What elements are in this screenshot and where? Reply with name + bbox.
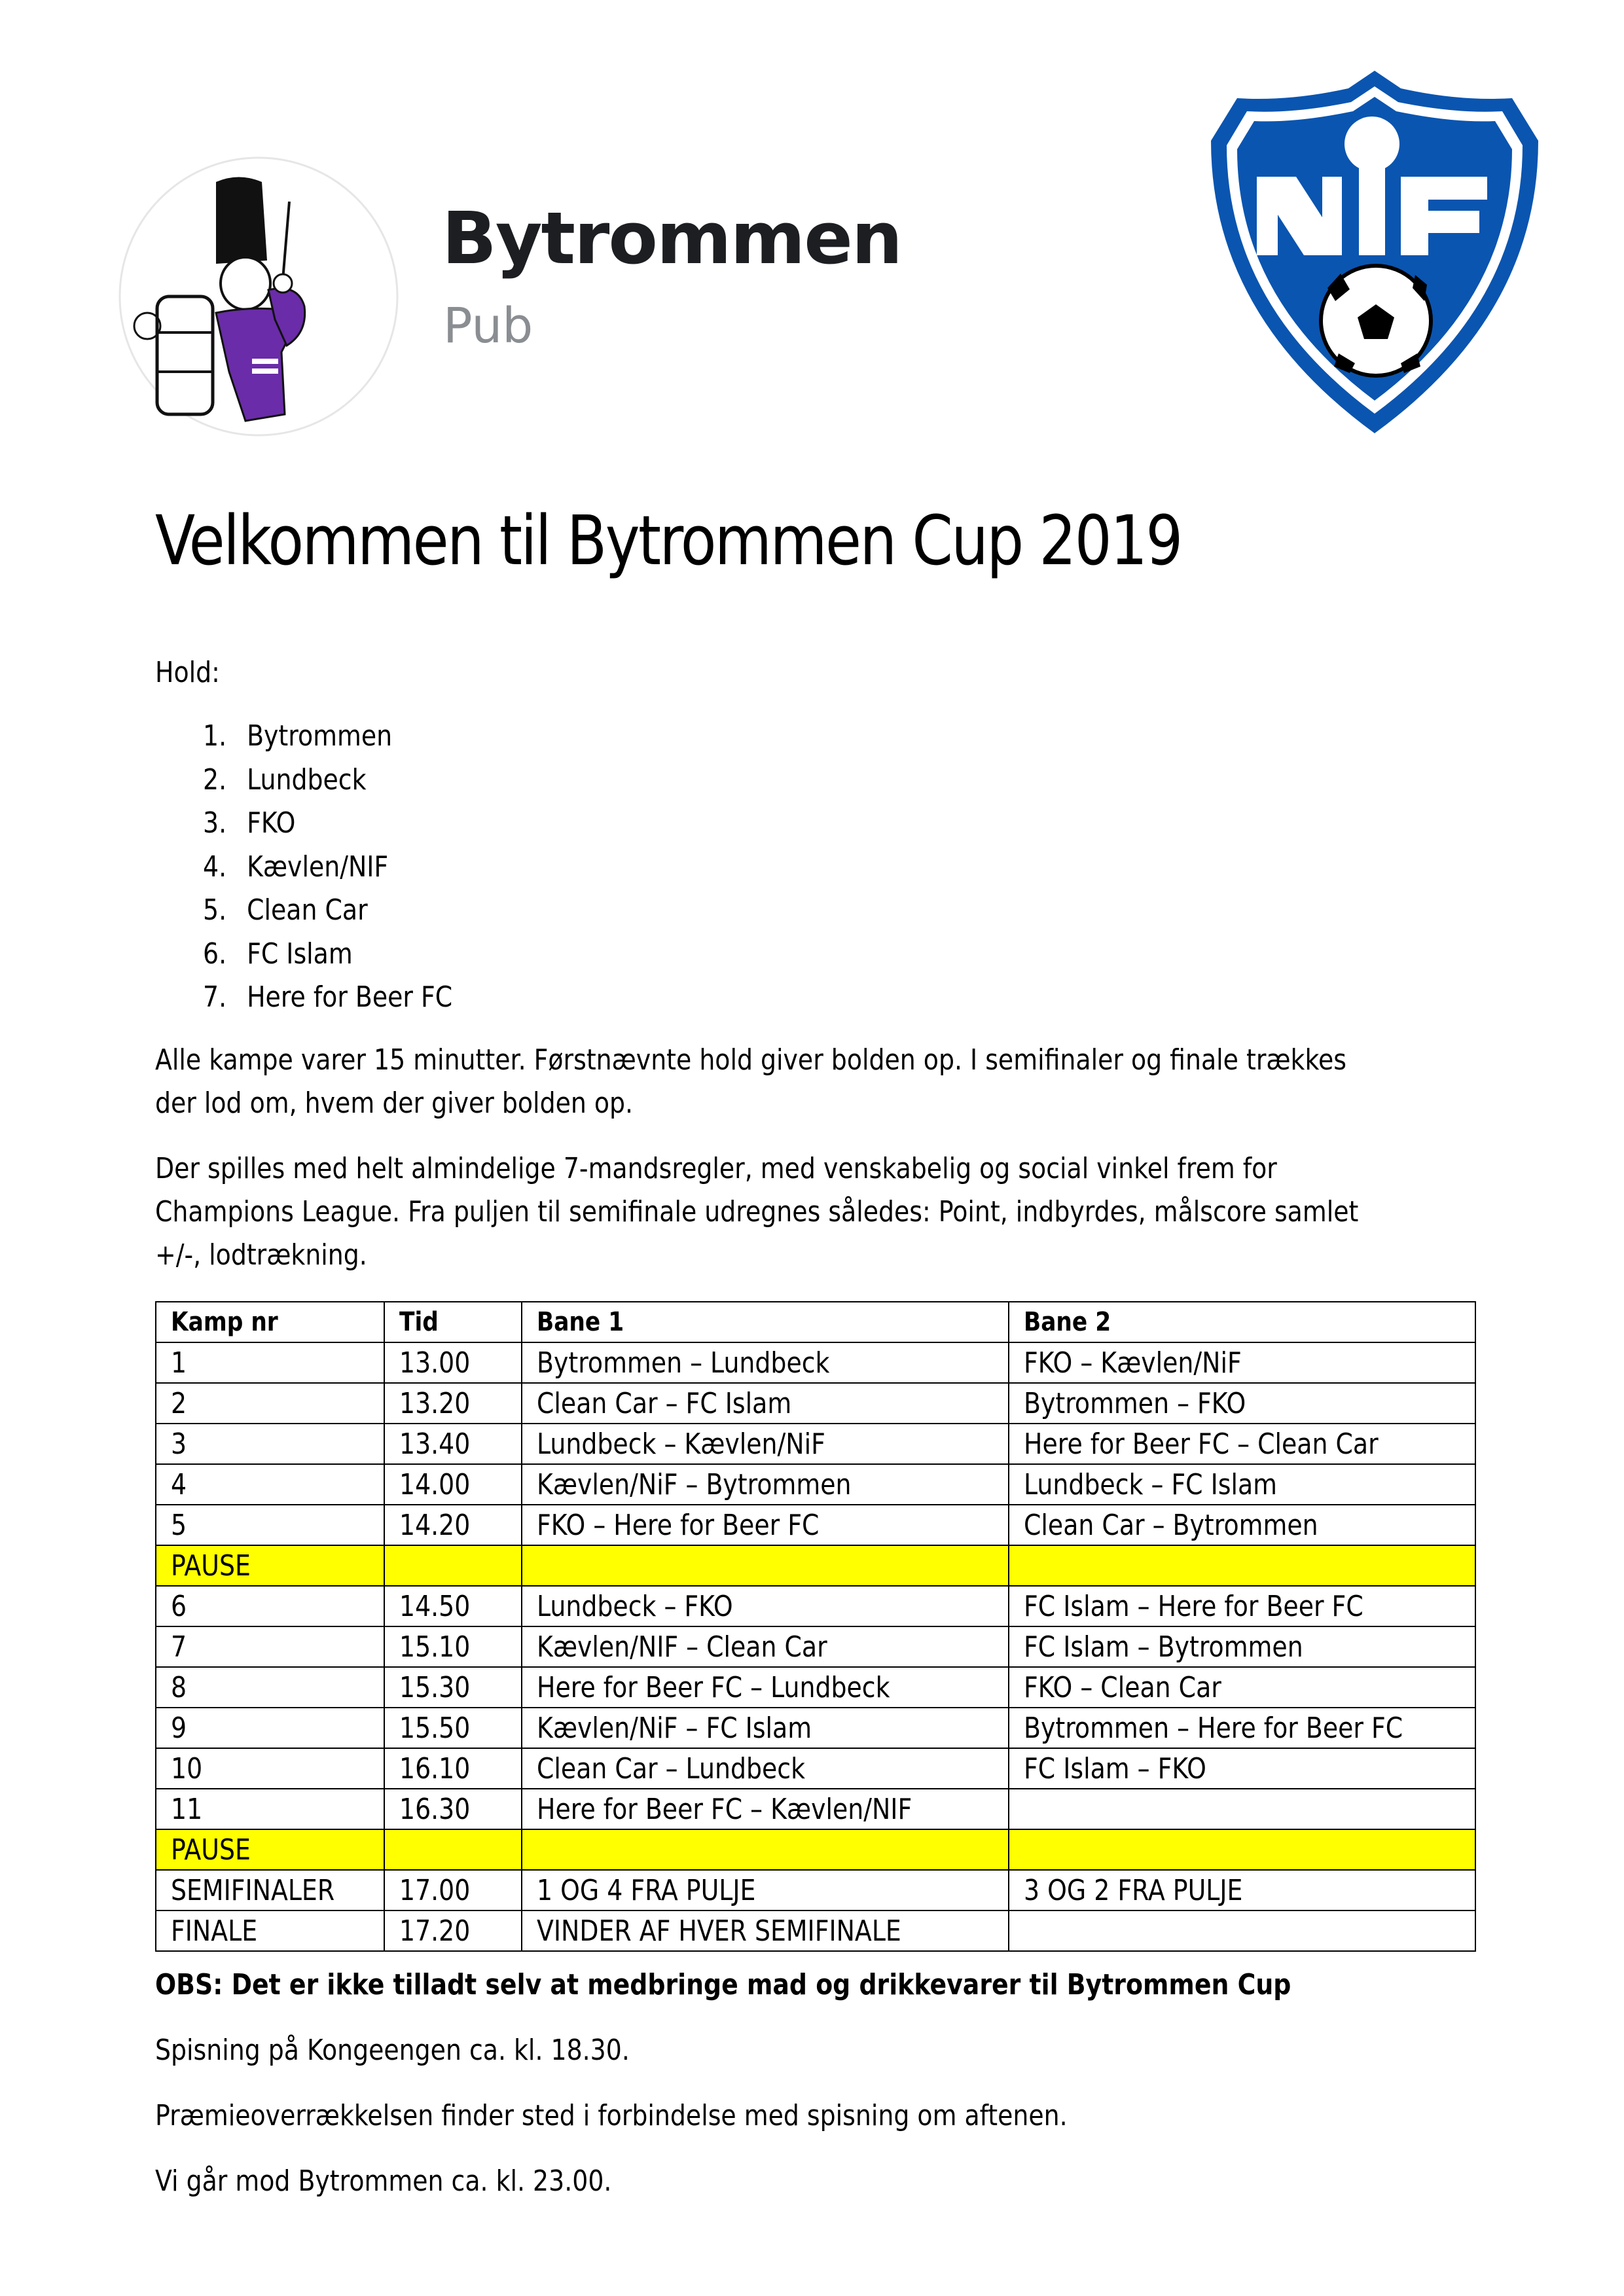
cell-kamp-nr: 3 [156,1424,384,1464]
bytrommen-drummer-logo [118,156,399,437]
cell-kamp-nr: 10 [156,1748,384,1789]
pub-name: Bytrommen [442,196,902,280]
pause-row [156,1545,1475,1586]
table-row [156,1424,1475,1464]
team-name: Kævlen/NIF [247,850,389,884]
cell-kamp-nr: FINALE [156,1910,384,1951]
walk-note: Vi går mod Bytrommen ca. kl. 23.00. [155,2164,612,2198]
cell-kamp-nr: PAUSE [156,1829,384,1870]
team-item [203,846,452,889]
cell-bane-1 [522,1829,1009,1870]
team-item [203,802,452,846]
team-number: 6. [203,937,227,971]
table-row [156,1342,1475,1383]
rules-line: Alle kampe varer 15 minutter. Førstnævnte hold giver bolden op. I semifinaler og finale trækkes [155,1043,1347,1077]
cell-tid [384,1829,522,1870]
cell-tid: 14.50 [384,1586,522,1626]
team-number: 7. [203,980,227,1014]
cell-bane-2: Here for Beer FC – Clean Car [1009,1424,1475,1464]
header-bane-1: Bane 1 [522,1302,1009,1342]
cell-bane-2 [1009,1829,1475,1870]
obs-note: OBS: Det er ikke tilladt selv at medbringe mad og drikkevarer til Bytrommen Cup [155,1968,1291,2001]
cell-tid: 15.50 [384,1708,522,1748]
cell-tid: 14.20 [384,1505,522,1545]
table-row [156,1748,1475,1789]
cell-kamp-nr: SEMIFINALER [156,1870,384,1910]
cell-kamp-nr: 6 [156,1586,384,1626]
cell-kamp-nr: 8 [156,1667,384,1708]
cell-bane-1: Kævlen/NiF – Bytrommen [522,1464,1009,1505]
cell-kamp-nr: 9 [156,1708,384,1748]
cell-bane-1: Lundbeck – FKO [522,1586,1009,1626]
pause-row [156,1829,1475,1870]
cell-bane-2: Bytrommen – FKO [1009,1383,1475,1424]
table-row [156,1464,1475,1505]
cell-tid: 13.00 [384,1342,522,1383]
cell-kamp-nr: 11 [156,1789,384,1829]
header-bane-2: Bane 2 [1009,1302,1475,1342]
cell-bane-2 [1009,1910,1475,1951]
cell-bane-2: FC Islam – Here for Beer FC [1009,1586,1475,1626]
cell-kamp-nr: 5 [156,1505,384,1545]
cell-bane-1: Clean Car – FC Islam [522,1383,1009,1424]
team-number: 4. [203,850,227,884]
cell-kamp-nr: 1 [156,1342,384,1383]
table-row [156,1870,1475,1910]
team-item [203,889,452,933]
cell-tid: 13.20 [384,1383,522,1424]
rules-paragraph-2 [155,1147,1358,1277]
team-name: Clean Car [247,893,368,927]
rules-line: Champions League. Fra puljen til semifinale udregnes således: Point, indbyrdes, målscore samlet [155,1195,1359,1229]
cell-bane-2: Lundbeck – FC Islam [1009,1464,1475,1505]
cell-kamp-nr: 2 [156,1383,384,1424]
team-item [203,759,452,802]
teams-label: Hold: [155,656,220,689]
cell-bane-1: 1 OG 4 FRA PULJE [522,1870,1009,1910]
cell-bane-1: FKO – Here for Beer FC [522,1505,1009,1545]
table-row [156,1383,1475,1424]
table-row [156,1667,1475,1708]
cell-tid: 16.30 [384,1789,522,1829]
cell-bane-2: Clean Car – Bytrommen [1009,1505,1475,1545]
cell-tid: 17.20 [384,1910,522,1951]
cell-bane-1 [522,1545,1009,1586]
rules-line: +/-, lodtrækning. [155,1238,367,1272]
team-name: Lundbeck [247,762,367,797]
cell-bane-1: Bytrommen – Lundbeck [522,1342,1009,1383]
cell-bane-1: Here for Beer FC – Lundbeck [522,1667,1009,1708]
cell-bane-2: FC Islam – FKO [1009,1748,1475,1789]
match-schedule-table [155,1301,1476,1952]
cell-tid [384,1545,522,1586]
cell-bane-1: Here for Beer FC – Kævlen/NIF [522,1789,1009,1829]
team-list [203,715,452,1020]
cell-bane-2: FKO – Clean Car [1009,1667,1475,1708]
team-item [203,976,452,1020]
cell-tid: 14.00 [384,1464,522,1505]
cell-bane-2: 3 OG 2 FRA PULJE [1009,1870,1475,1910]
cell-bane-1: VINDER AF HVER SEMIFINALE [522,1910,1009,1951]
table-row [156,1789,1475,1829]
table-row [156,1910,1475,1951]
rules-line: der lod om, hvem der giver bolden op. [155,1086,634,1120]
cell-bane-2 [1009,1545,1475,1586]
page-title: Velkommen til Bytrommen Cup 2019 [155,501,1182,581]
cell-tid: 13.40 [384,1424,522,1464]
cell-bane-2: Bytrommen – Here for Beer FC [1009,1708,1475,1748]
cell-kamp-nr: 7 [156,1626,384,1667]
team-name: FKO [247,806,296,840]
cell-bane-1: Kævlen/NiF – FC Islam [522,1708,1009,1748]
cell-tid: 16.10 [384,1748,522,1789]
team-name: Bytrommen [247,719,393,753]
cell-bane-1: Lundbeck – Kævlen/NiF [522,1424,1009,1464]
rules-paragraph-1 [155,1039,1346,1125]
table-row [156,1626,1475,1667]
cell-tid: 17.00 [384,1870,522,1910]
table-row [156,1586,1475,1626]
cell-bane-2: FKO – Kævlen/NiF [1009,1342,1475,1383]
header-kamp-nr: Kamp nr [156,1302,384,1342]
team-item [203,715,452,759]
nif-crest-logo [1204,65,1545,439]
team-number: 5. [203,893,227,927]
dinner-note: Spisning på Kongeengen ca. kl. 18.30. [155,2034,630,2067]
cell-kamp-nr: 4 [156,1464,384,1505]
cell-bane-1: Clean Car – Lundbeck [522,1748,1009,1789]
table-row [156,1505,1475,1545]
cell-bane-2: FC Islam – Bytrommen [1009,1626,1475,1667]
team-number: 1. [203,719,227,753]
table-header-row [156,1302,1475,1342]
team-number: 3. [203,806,227,840]
team-name: Here for Beer FC [247,980,453,1014]
team-number: 2. [203,762,227,797]
team-name: FC Islam [247,937,353,971]
cell-tid: 15.10 [384,1626,522,1667]
cell-bane-1: Kævlen/NIF – Clean Car [522,1626,1009,1667]
cell-kamp-nr: PAUSE [156,1545,384,1586]
rules-line: Der spilles med helt almindelige 7-mandsregler, med venskabelig og social vinkel frem for [155,1152,1277,1185]
cell-bane-2 [1009,1789,1475,1829]
pub-category: Pub [443,298,533,354]
table-row [156,1708,1475,1748]
award-note: Præmieoverrækkelsen finder sted i forbindelse med spisning om aftenen. [155,2099,1068,2132]
cell-tid: 15.30 [384,1667,522,1708]
team-item [203,933,452,977]
header-tid: Tid [384,1302,522,1342]
